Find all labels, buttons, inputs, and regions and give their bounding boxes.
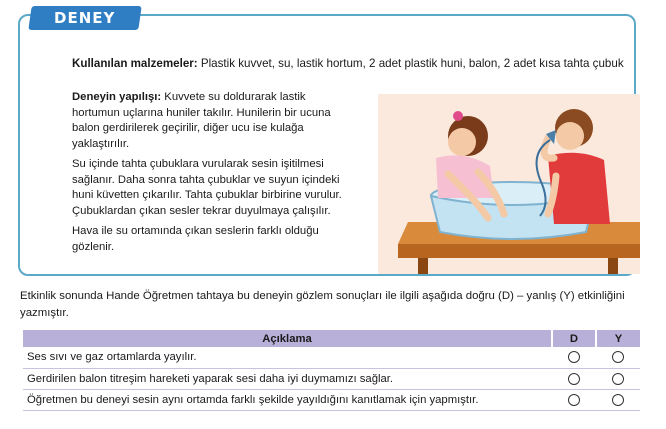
table-row bbox=[23, 368, 640, 389]
materials-text bbox=[72, 56, 637, 71]
experiment-box bbox=[18, 14, 636, 276]
experiment-badge: DENEY bbox=[28, 6, 141, 30]
procedure-paragraph-3: Hava ile su ortamında çıkan seslerin farklı olduğu gözlenir. bbox=[72, 225, 319, 253]
table-row bbox=[23, 347, 640, 368]
true-false-table bbox=[23, 330, 640, 411]
materials-label: Kullanılan malzemeler: bbox=[72, 57, 198, 70]
true-radio-3[interactable] bbox=[568, 394, 580, 406]
header-false: Y bbox=[596, 330, 640, 347]
table-header-row bbox=[23, 330, 640, 347]
header-true: D bbox=[552, 330, 596, 347]
false-radio-2[interactable] bbox=[612, 373, 624, 385]
false-radio-3[interactable] bbox=[612, 394, 624, 406]
statement-2: Gerdirilen balon titreşim hareketi yaparak sesi daha iyi duymamızı sağlar. bbox=[23, 368, 552, 389]
false-radio-1[interactable] bbox=[612, 351, 624, 363]
procedure-label: Deneyin yapılışı: bbox=[72, 91, 162, 103]
procedure-paragraph-2: Su içinde tahta çubuklara vurularak sesin işitilmesi sağlanır. Daha sonra tahta çubuklar ve suyun içindeki huni küvetten çıkarılır. Tahta çubuklar birbirine vurulur. Çubuklardan çıkan sesler tekrar duyulmaya çalışılır. bbox=[72, 158, 342, 217]
table-row bbox=[23, 389, 640, 410]
activity-intro: Etkinlik sonunda Hande Öğretmen tahtaya bu deneyin gözlem sonuçları ile ilgili aşağıda doğru (D) – yanlış (Y) etkinliğini yazmıştır. bbox=[20, 290, 625, 319]
experiment-illustration bbox=[378, 94, 640, 274]
statement-1: Ses sıvı ve gaz ortamlarda yayılır. bbox=[23, 347, 552, 368]
procedure-paragraph-1: Deneyin yapılışı: Kuvvete su doldurarak lastik hortumun uçlarına huniler takılır. Hunilerin bir ucuna balon gerdirilerek geçirilir, diğer ucu ise kulağa yaklaştırılır. bbox=[72, 91, 331, 150]
true-radio-1[interactable] bbox=[568, 351, 580, 363]
statement-3: Öğretmen bu deneyi sesin aynı ortamda farklı şekilde yayıldığını kanıtlamak için yapmıştır. bbox=[23, 389, 552, 410]
header-description: Açıklama bbox=[23, 330, 552, 347]
procedure-text bbox=[72, 90, 354, 260]
true-radio-2[interactable] bbox=[568, 373, 580, 385]
materials-list: Plastik kuvvet, su, lastik hortum, 2 adet plastik huni, balon, 2 adet kısa tahta çubuk bbox=[197, 57, 624, 70]
children-experiment-image bbox=[378, 94, 640, 274]
